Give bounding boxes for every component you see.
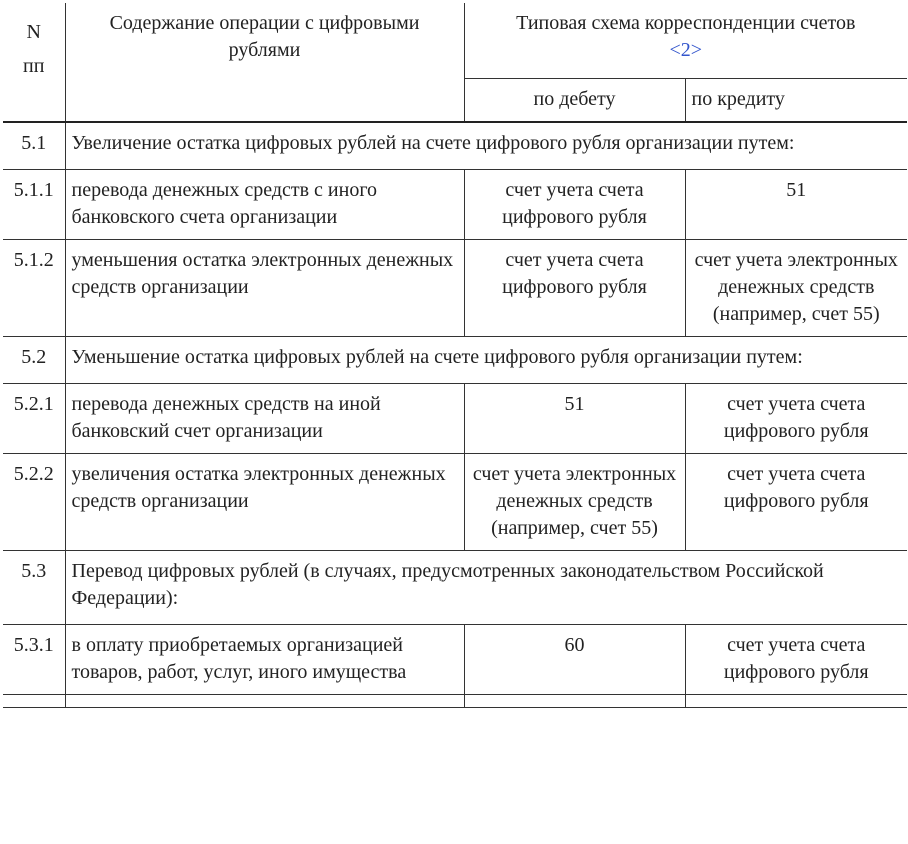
row-number: 5.2.2 [3,454,65,551]
row-number: 5.1 [3,122,65,170]
table-row [3,625,907,695]
table-row [3,551,907,625]
cutoff-cell [464,695,685,708]
accounts-correspondence-table [3,3,907,708]
row-number: 5.1.1 [3,170,65,240]
table-row [3,122,907,170]
row-number: 5.2 [3,337,65,384]
footnote-link[interactable]: <2> [669,39,703,61]
row-debit: счет учета счета цифрового рубля [464,240,685,337]
header-number-label: N [26,21,41,43]
header-content-cell [65,3,464,122]
header-scheme-label: Типовая схема корреспонденции счетов [516,12,856,34]
row-description: в оплату приобретаемых организацией товаров, работ, услуг, иного имущества [65,625,464,695]
row-description: перевода денежных средств на иной банковский счет организации [65,384,464,454]
header-debit-cell [464,79,685,123]
row-credit: счет учета счета цифрового рубля [685,384,907,454]
table-row-cutoff [3,695,907,708]
row-debit: счет учета электронных денежных средств (например, счет 55) [464,454,685,551]
table-row [3,240,907,337]
table-row [3,337,907,384]
row-credit: счет учета счета цифрового рубля [685,454,907,551]
row-description: перевода денежных средств с иного банковского счета организации [65,170,464,240]
row-credit: счет учета электронных денежных средств (например, счет 55) [685,240,907,337]
row-number: 5.3 [3,551,65,625]
row-number: 5.3.1 [3,625,65,695]
row-debit: 60 [464,625,685,695]
row-credit: 51 [685,170,907,240]
row-section-title: Уменьшение остатка цифровых рублей на счете цифрового рубля организации путем: [65,337,907,384]
header-content-label: Содержание операции с цифровыми рублями [109,12,420,61]
cutoff-cell [3,695,65,708]
row-credit: счет учета счета цифрового рубля [685,625,907,695]
header-scheme-cell [464,3,907,79]
row-description: увеличения остатка электронных денежных средств организации [65,454,464,551]
table-row [3,454,907,551]
table-header [3,3,907,79]
row-number: 5.1.2 [3,240,65,337]
cutoff-cell [65,695,464,708]
header-debit-label: по дебету [533,88,616,110]
row-debit: счет учета счета цифрового рубля [464,170,685,240]
cutoff-cell [685,695,907,708]
table-row [3,170,907,240]
row-section-title: Перевод цифровых рублей (в случаях, предусмотренных законодательством Российской Федерации): [65,551,907,625]
row-description: уменьшения остатка электронных денежных средств организации [65,240,464,337]
table-row [3,384,907,454]
header-credit-cell [685,79,907,123]
header-number-sublabel: пп [23,55,45,77]
header-number-cell [3,3,65,122]
header-credit-label: по кредиту [691,88,785,110]
row-number: 5.2.1 [3,384,65,454]
row-debit: 51 [464,384,685,454]
row-section-title: Увеличение остатка цифровых рублей на счете цифрового рубля организации путем: [65,122,907,170]
